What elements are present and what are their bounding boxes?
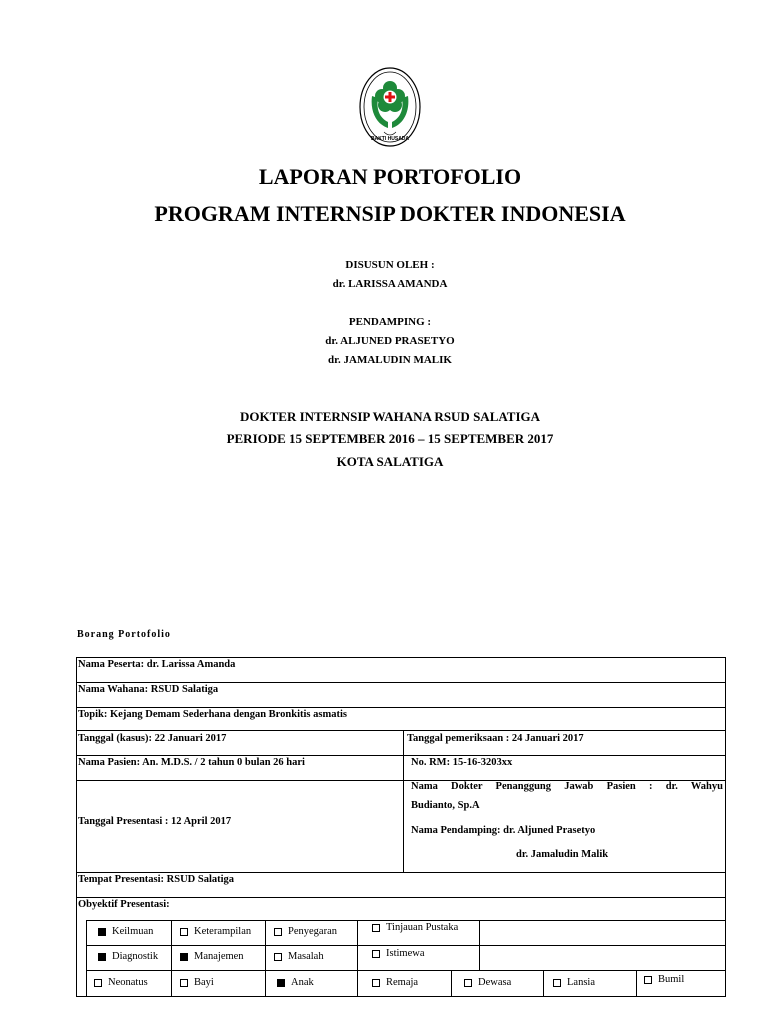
checkbox-icon <box>553 979 561 987</box>
option-bumil[interactable]: Bumil <box>644 974 684 985</box>
borang-label: Borang Portofolio <box>77 629 171 640</box>
option-masalah[interactable]: Masalah <box>274 951 324 962</box>
nama-pasien: Nama Pasien: An. M.D.S. / 2 tahun 0 bulan 26 hari <box>78 757 305 768</box>
tanggal-presentasi: Tanggal Presentasi : 12 April 2017 <box>78 816 232 827</box>
topik: Topik: Kejang Demam Sederhana dengan Bronkitis asmatis <box>78 709 347 720</box>
tanggal-kasus: Tanggal (kasus): 22 Januari 2017 <box>78 733 227 744</box>
author-name: dr. LARISSA AMANDA <box>332 278 448 290</box>
title-line-1: LAPORAN PORTOFOLIO <box>258 164 522 189</box>
option-diagnostik[interactable]: Diagnostik <box>98 951 158 962</box>
bakti-husada-logo <box>358 66 422 148</box>
option-anak[interactable]: Anak <box>277 977 314 988</box>
supervisor-label: PENDAMPING : <box>348 316 432 328</box>
option-lansia[interactable]: Lansia <box>553 977 595 988</box>
tanggal-pemeriksaan: Tanggal pemeriksaan : 24 Januari 2017 <box>407 733 584 744</box>
checkbox-icon <box>372 924 380 932</box>
checkbox-icon <box>464 979 472 987</box>
checkbox-icon <box>180 928 188 936</box>
checkbox-icon <box>98 928 106 936</box>
checkbox-icon <box>98 953 106 961</box>
program-line-3: KOTA SALATIGA <box>336 454 444 469</box>
checkbox-icon <box>277 979 285 987</box>
tempat-presentasi: Tempat Presentasi: RSUD Salatiga <box>78 874 235 885</box>
option-dewasa[interactable]: Dewasa <box>464 977 511 988</box>
supervisor-name-1: dr. ALJUNED PRASETYO <box>325 335 455 347</box>
checkbox-icon <box>274 953 282 961</box>
no-rm: No. RM: 15-16-3203xx <box>411 757 513 768</box>
option-keilmuan[interactable]: Keilmuan <box>98 926 153 937</box>
supervisor-name-2: dr. JAMALUDIN MALIK <box>328 354 452 366</box>
option-penyegaran[interactable]: Penyegaran <box>274 926 337 937</box>
title-line-2: PROGRAM INTERNSIP DOKTER INDONESIA <box>154 201 626 226</box>
dpjp-line-2: Budianto, Sp.A <box>411 800 480 811</box>
option-keterampilan[interactable]: Keterampilan <box>180 926 251 937</box>
author-label: DISUSUN OLEH : <box>345 259 435 271</box>
checkbox-icon <box>644 976 652 984</box>
nama-peserta: Nama Peserta: dr. Larissa Amanda <box>78 659 236 670</box>
pendamping-1: Nama Pendamping: dr. Aljuned Prasetyo <box>411 825 596 836</box>
checkbox-icon <box>94 979 102 987</box>
checkbox-icon <box>372 979 380 987</box>
option-bayi[interactable]: Bayi <box>180 977 214 988</box>
nama-wahana: Nama Wahana: RSUD Salatiga <box>78 684 219 695</box>
checkbox-icon <box>180 979 188 987</box>
checkbox-icon <box>372 950 380 958</box>
program-line-2: PERIODE 15 SEPTEMBER 2016 – 15 SEPTEMBER 2017 <box>226 431 554 446</box>
program-line-1: DOKTER INTERNSIP WAHANA RSUD SALATIGA <box>239 409 541 424</box>
checkbox-icon <box>274 928 282 936</box>
dpjp-line-1: Nama Dokter Penanggung Jawab Pasien : dr. Wahyu <box>411 781 723 792</box>
obyektif-presentasi: Obyektif Presentasi: <box>78 899 170 910</box>
checkbox-icon <box>180 953 188 961</box>
option-neonatus[interactable]: Neonatus <box>94 977 148 988</box>
pendamping-2: dr. Jamaludin Malik <box>516 849 609 860</box>
logo-text: BAKTI HUSADA <box>370 136 410 142</box>
option-manajemen[interactable]: Manajemen <box>180 951 244 962</box>
option-istimewa[interactable]: Istimewa <box>372 948 425 959</box>
option-remaja[interactable]: Remaja <box>372 977 418 988</box>
option-tinjauan-pustaka[interactable]: Tinjauan Pustaka <box>372 922 458 933</box>
